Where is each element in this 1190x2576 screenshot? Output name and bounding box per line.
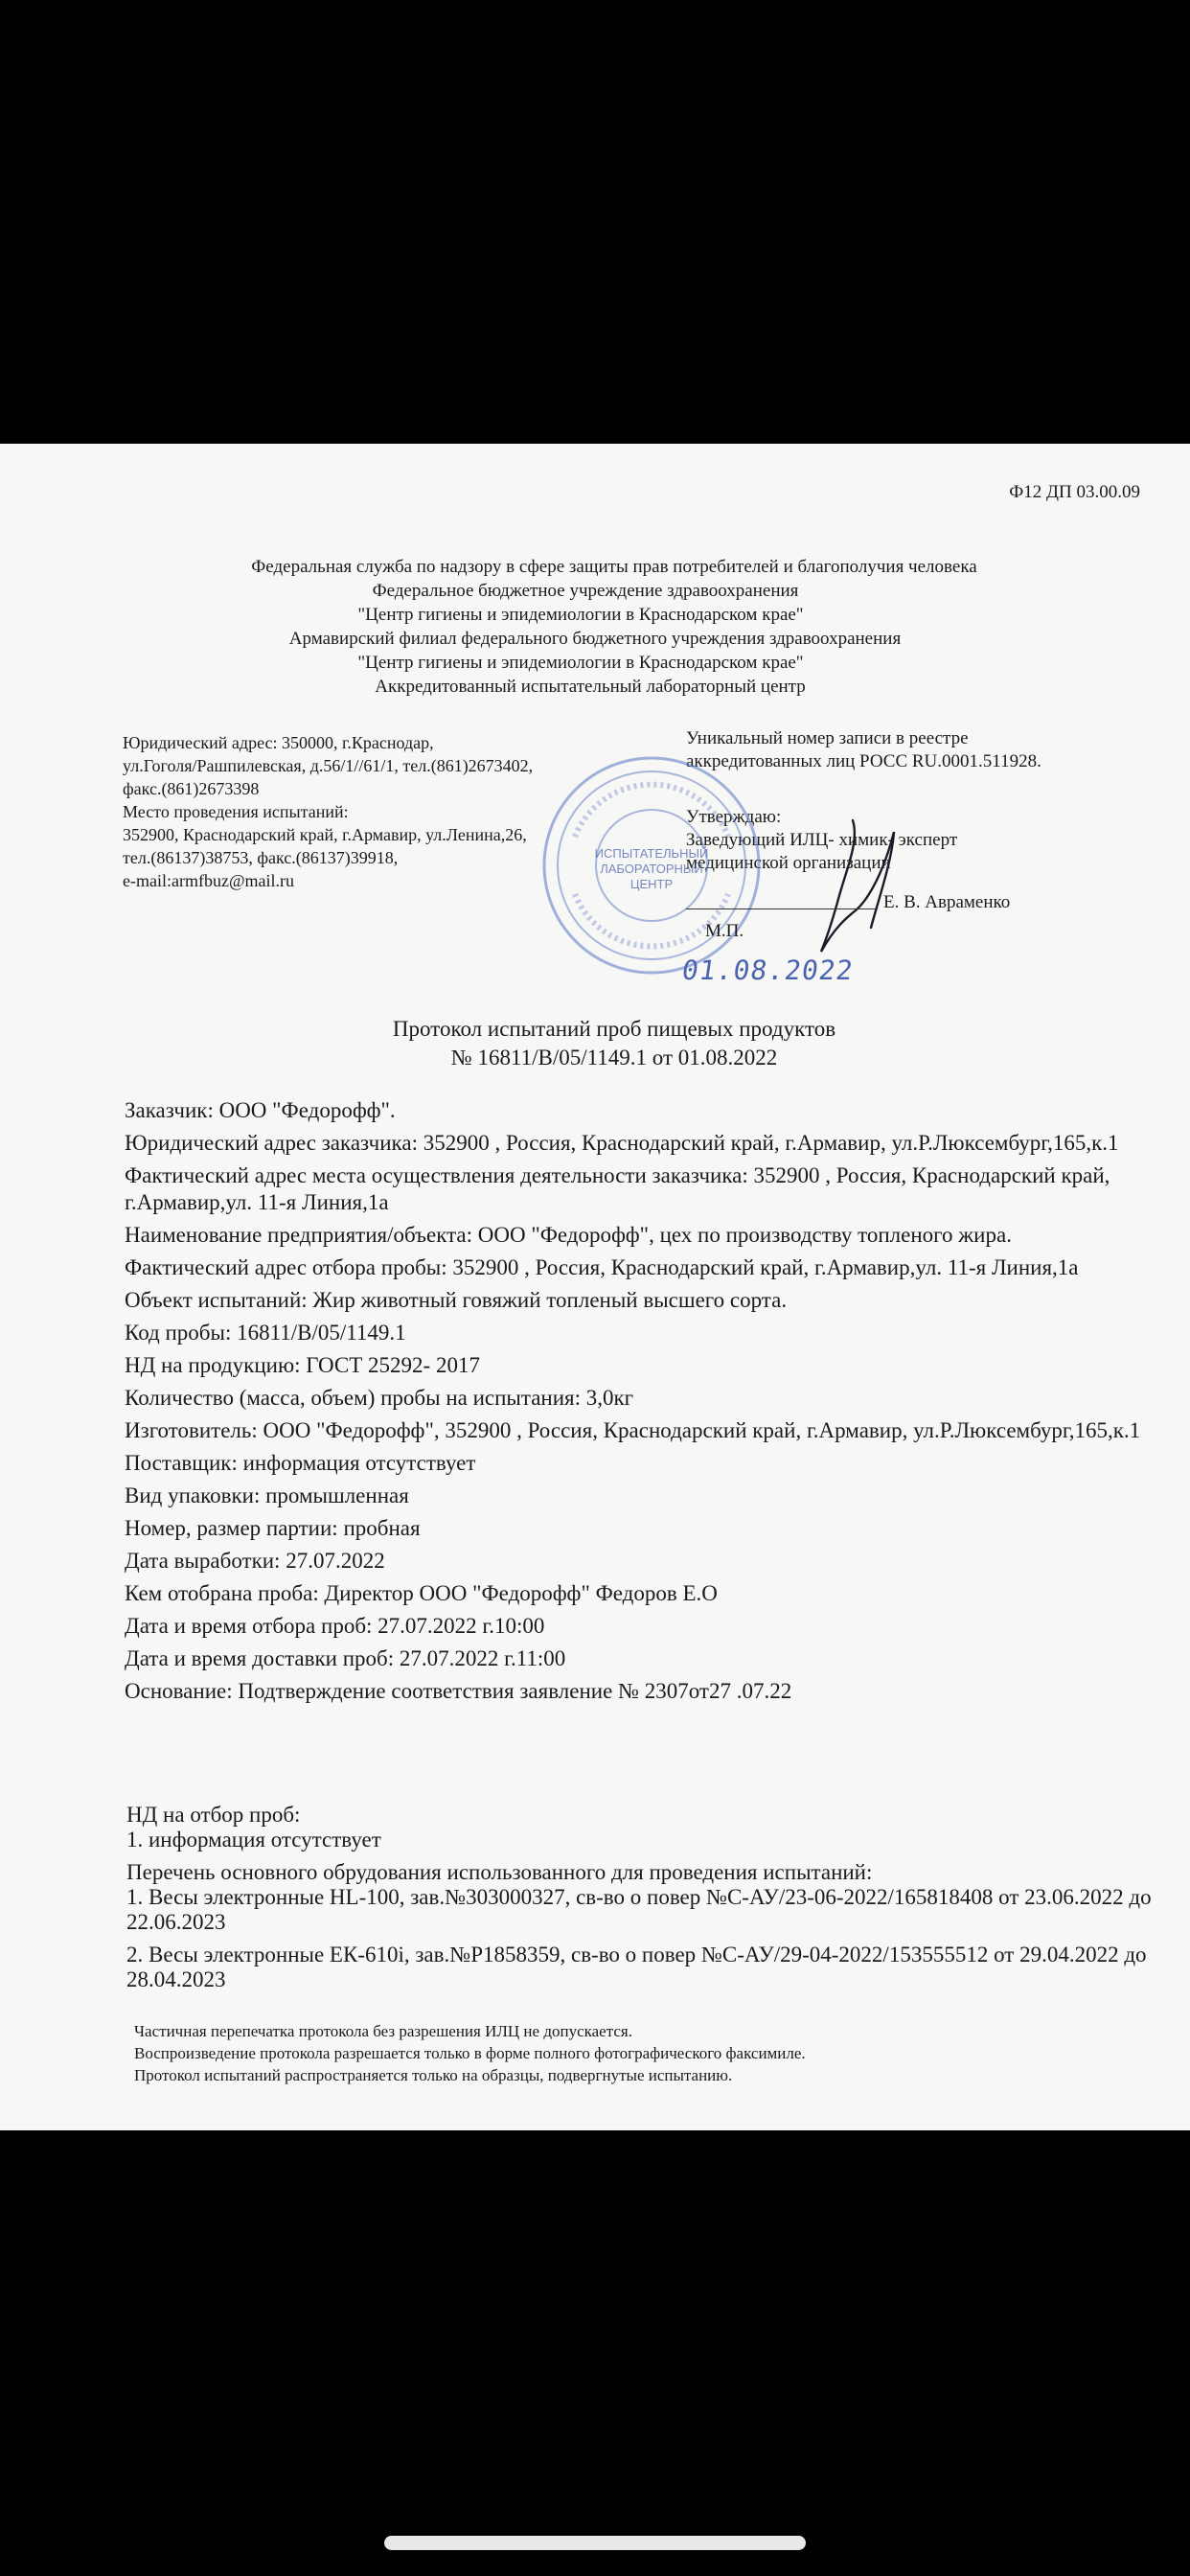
address-line: Юридический адрес: 350000, г.Краснодар, — [123, 733, 434, 752]
field-production-date: Дата выработки: 27.07.2022 — [125, 1549, 385, 1573]
protocol-number: № 16811/В/05/1149.1 от 01.08.2022 — [450, 1046, 778, 1070]
stamp-text: ЦЕНТР — [629, 877, 674, 891]
approval-line: медицинской организации — [686, 853, 891, 873]
footnotes — [134, 2020, 1150, 2086]
equipment-item: 1. Весы электронные HL-100, зав.№303000327, св-во о повер №С-АУ/23-06-2022/165818408 от 23.06.2022 до 22.06.2023 — [126, 1885, 1152, 1934]
document-page — [0, 444, 1190, 2130]
handwritten-signature — [800, 813, 905, 956]
header-line: "Центр гигиены и эпидемиологии в Краснодарском крае" — [357, 653, 804, 673]
signature-line — [686, 908, 878, 909]
protocol-title — [0, 1015, 1190, 1072]
header-line: Федеральное бюджетное учреждение здравоохранения — [372, 581, 799, 601]
seal-place-label: М.П. — [705, 921, 744, 941]
stamp-text: ИСПЫТАТЕЛЬНЫЙ — [594, 846, 709, 861]
approval-line: Утверждаю: — [686, 807, 782, 827]
field-test-object: Объект испытаний: Жир животный говяжий топленый высшего сорта. — [125, 1288, 788, 1312]
field-manufacturer: Изготовитель: ООО "Федорофф", 352900 , Россия, Краснодарский край, г.Армавир, ул.Р.Люксембург,165,к.1 — [125, 1418, 1141, 1442]
field-packaging: Вид упаковки: промышленная — [125, 1484, 409, 1507]
field-batch: Номер, размер партии: пробная — [125, 1516, 421, 1540]
address-line: 352900, Краснодарский край, г.Армавир, ул.Ленина,26, — [123, 825, 527, 844]
protocol-fields — [125, 1097, 1159, 1711]
sampling-nd-label: НД на отбор проб: — [126, 1803, 301, 1827]
header-line: Армавирский филиал федерального бюджетного учреждения здравоохранения — [288, 629, 902, 649]
field-sample-code: Код пробы: 16811/В/05/1149.1 — [125, 1321, 406, 1345]
field-enterprise: Наименование предприятия/объекта: ООО "Федорофф", цех по производству топленого жира. — [125, 1223, 1012, 1247]
approval-line: Заведующий ИЛЦ- химик- эксперт — [686, 830, 958, 850]
home-indicator[interactable] — [384, 2536, 806, 2550]
field-customer-legal-address: Юридический адрес заказчика: 352900 , Россия, Краснодарский край, г.Армавир, ул.Р.Люксембург,165,к.1 — [125, 1131, 1119, 1155]
field-sampling-datetime: Дата и время отбора проб: 27.07.2022 г.10:00 — [125, 1614, 545, 1638]
field-sampling-address: Фактический адрес отбора пробы: 352900 , Россия, Краснодарский край, г.Армавир,ул. 11-я Линия,1а — [125, 1255, 1079, 1279]
registry-line: Уникальный номер записи в реестре — [686, 728, 969, 748]
footnote-line: Воспроизведение протокола разрешается только в форме полного фотографического факсимиле. — [134, 2044, 806, 2062]
field-sampled-by: Кем отобрана проба: Директор ООО "Федорофф" Федоров Е.О — [125, 1581, 718, 1605]
field-sample-quantity: Количество (масса, объем) пробы на испытания: 3,0кг — [125, 1386, 634, 1410]
field-basis: Основание: Подтверждение соответствия заявление № 2307от27 .07.22 — [125, 1679, 792, 1703]
organization-header — [0, 555, 1190, 699]
sampling-nd-value: 1. информация отсутствует — [126, 1828, 381, 1852]
sampling-and-equipment — [126, 1803, 1161, 1992]
header-line: Аккредитованный испытательный лабораторный центр — [375, 677, 806, 697]
address-line: тел.(86137)38753, факс.(86137)39918, — [123, 848, 399, 867]
round-stamp — [537, 750, 767, 980]
equipment-item: 2. Весы электронные ЕК-610i, зав.№Р1858359, св-во о повер №С-АУ/29-04-2022/153555512 от 29.04.2022 до 28.04.2023 — [126, 1943, 1147, 1991]
field-supplier: Поставщик: информация отсутствует — [125, 1451, 476, 1475]
address-line: факс.(861)2673398 — [123, 779, 260, 798]
field-customer: Заказчик: ООО "Федорофф". — [125, 1098, 396, 1122]
date-stamp: 01.08.2022 — [679, 954, 856, 986]
header-line: Федеральная служба по надзору в сфере защиты прав потребителей и благополучия человека — [251, 557, 977, 577]
address-line: ул.Гоголя/Рашпилевская, д.56/1//61/1, тел.(861)2673402, — [123, 756, 534, 775]
address-line: Место проведения испытаний: — [123, 802, 349, 821]
field-delivery-datetime: Дата и время доставки проб: 27.07.2022 г.11:00 — [125, 1646, 566, 1670]
signer-name: Е. В. Авраменко — [883, 892, 1011, 912]
field-product-standard: НД на продукцию: ГОСТ 25292- 2017 — [125, 1353, 480, 1377]
form-code: Ф12 ДП 03.00.09 — [1009, 482, 1140, 502]
equipment-label: Перечень основного обрудования использованного для проведения испытаний: — [126, 1860, 873, 1884]
title-line: Протокол испытаний проб пищевых продуктов — [392, 1017, 836, 1041]
stamp-text: ЛАБОРАТОРНЫЙ — [600, 862, 703, 876]
email-line: e-mail:armfbuz@mail.ru — [123, 871, 295, 890]
registry-line: аккредитованных лиц РОСС RU.0001.511928. — [686, 751, 1041, 771]
footnote-line: Частичная перепечатка протокола без разрешения ИЛЦ не допускается. — [134, 2022, 632, 2040]
field-customer-actual-address: Фактический адрес места осуществления деятельности заказчика: 352900 , Россия, Краснодарский край, г.Армавир,ул. 11-я Линия,1а — [125, 1163, 1110, 1214]
header-line: "Центр гигиены и эпидемиологии в Краснодарском крае" — [357, 605, 804, 625]
footnote-line: Протокол испытаний распространяется только на образцы, подвергнутые испытанию. — [134, 2066, 733, 2084]
